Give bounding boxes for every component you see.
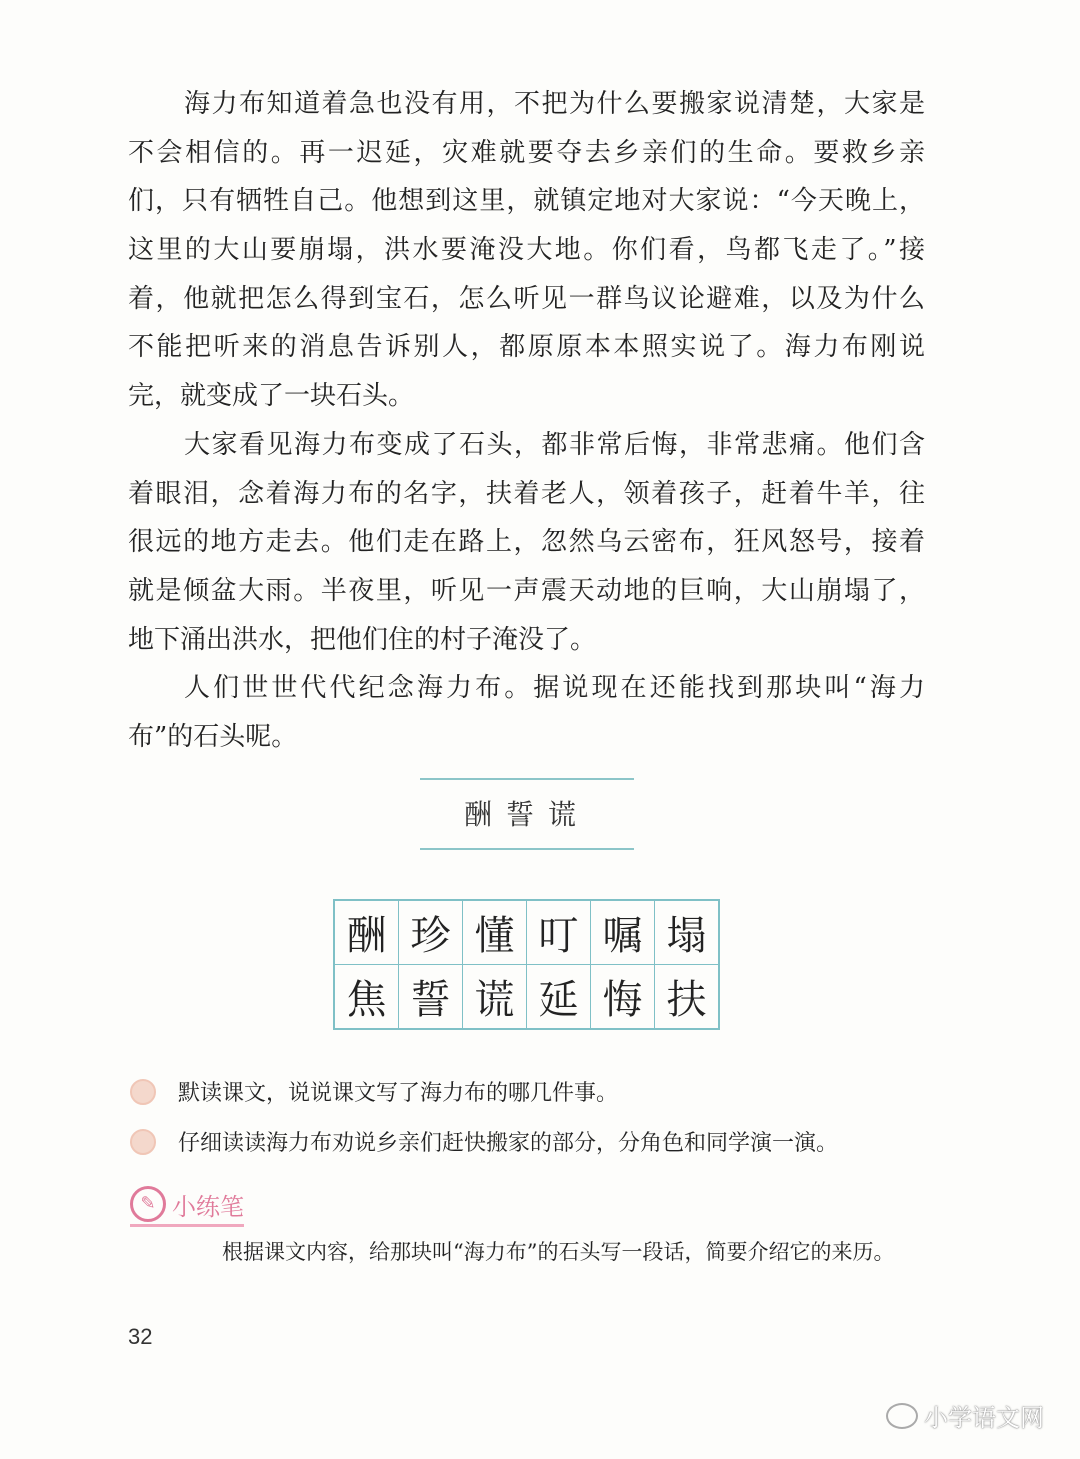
text-line: 着，他就把怎么得到宝石，怎么听见一群鸟议论避难，以及为什么: [128, 283, 925, 314]
text-line: 布”的石头呢。: [128, 721, 298, 752]
watermark: [886, 1398, 1044, 1433]
character-cell: 悔: [591, 965, 655, 1030]
character-cell: 塌: [655, 900, 720, 965]
question-2: [130, 1126, 838, 1157]
text-line: 人们世世代代纪念海力布。据说现在还能找到那块叫“海力: [184, 673, 925, 704]
pen-icon: ✎: [130, 1186, 166, 1222]
text-line: 们，只有牺牲自己。他想到这里，就镇定地对大家说：“今天晚上，: [128, 186, 925, 217]
character-grid: [333, 899, 720, 1030]
character-cell: 扶: [655, 965, 720, 1030]
character-cell: 誓: [399, 965, 463, 1030]
watermark-text: 小学语文网: [924, 1404, 1044, 1432]
question-badge-icon: [130, 1129, 156, 1155]
story-text: [128, 80, 925, 762]
character-cell: 懂: [463, 900, 527, 965]
word-title: 酬誓谎: [420, 778, 634, 850]
wechat-icon: [886, 1403, 918, 1429]
question-text: 默读课文，说说课文写了海力布的哪几件事。: [178, 1081, 619, 1106]
practice-task: 根据课文内容，给那块叫“海力布”的石头写一段话，简要介绍它的来历。: [222, 1240, 895, 1264]
page-number: 32: [128, 1324, 153, 1349]
text-line: 完，就变成了一块石头。: [128, 381, 415, 412]
text-line: 着眼泪，念着海力布的名字，扶着老人，领着孩子，赶着牛羊，往: [128, 478, 925, 509]
text-line: 不会相信的。再一迟延，灾难就要夺去乡亲们的生命。要救乡亲: [128, 137, 925, 168]
character-cell: 珍: [399, 900, 463, 965]
text-line: 海力布知道着急也没有用，不把为什么要搬家说清楚，大家是: [184, 89, 925, 119]
character-cell: 谎: [463, 965, 527, 1030]
text-line: 很远的地方走去。他们走在路上，忽然乌云密布，狂风怒号，接着: [128, 527, 925, 558]
text-line: 大家看见海力布变成了石头，都非常后悔，非常悲痛。他们含: [184, 429, 925, 460]
question-badge-icon: [130, 1079, 156, 1105]
practice-header: [130, 1186, 244, 1227]
text-line: 就是倾盆大雨。半夜里，听见一声震天动地的巨响，大山崩塌了，: [128, 575, 925, 606]
text-line: 地下涌出洪水，把他们住的村子淹没了。: [128, 624, 597, 655]
question-text: 仔细读读海力布劝说乡亲们赶快搬家的部分，分角色和同学演一演。: [178, 1131, 839, 1156]
character-cell: 延: [527, 965, 591, 1030]
character-cell: 酬: [334, 900, 399, 965]
practice-label: 小练笔: [172, 1192, 244, 1221]
text-line: 不能把听来的消息告诉别人，都原原本本照实说了。海力布刚说: [128, 332, 925, 363]
character-cell: 焦: [334, 965, 399, 1030]
character-cell: 嘱: [591, 900, 655, 965]
text-line: 这里的大山要崩塌，洪水要淹没大地。你们看，鸟都飞走了。”接: [128, 235, 925, 266]
question-1: [130, 1076, 618, 1107]
character-cell: 叮: [527, 900, 591, 965]
